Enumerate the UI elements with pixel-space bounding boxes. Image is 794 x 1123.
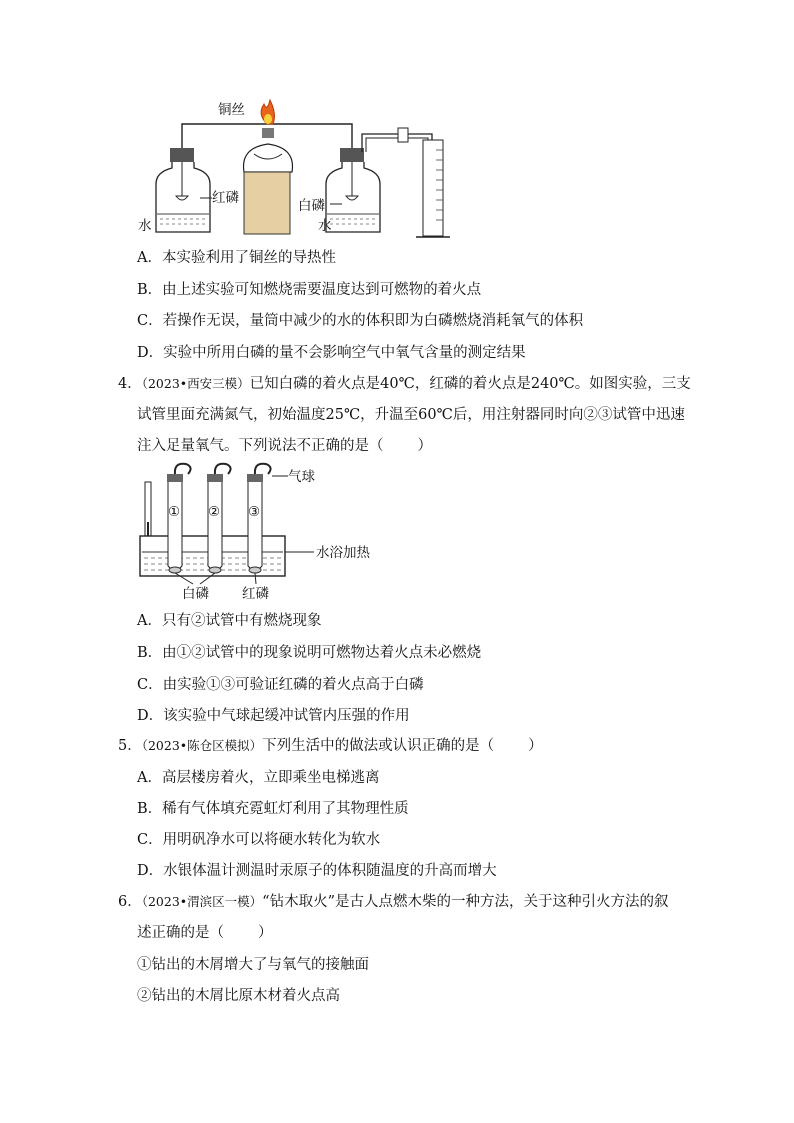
q4-option-d: D．该实验中气球起缓冲试管内压强的作用 (137, 708, 410, 724)
measuring-cylinder (423, 140, 443, 236)
tube-3-label: ③ (248, 504, 261, 520)
q4-stem-line1: 已知白磷的着火点是40℃，红磷的着火点是240℃。如图实验，三支 (249, 376, 691, 392)
q4-option-b: B．由①②试管中的现象说明可燃物达着火点未必燃烧 (137, 645, 482, 661)
left-water-label: 水 (138, 218, 152, 234)
tube-1-label: ① (168, 504, 181, 520)
q6-source: （2023•渭滨区一模） (141, 894, 263, 909)
white-phosphorus-label: 白磷 (298, 198, 325, 214)
red-phosphorus-label: 红磷 (212, 190, 239, 206)
red-phosphorus-label-2: 红磷 (242, 586, 269, 602)
q5-option-d: D．水银体温计测温时汞原子的体积随温度的升高而增大 (137, 863, 497, 879)
q4-stem (118, 374, 691, 394)
q4-stem-line3: 注入足量氧气。下列说法不正确的是（ ） (137, 438, 432, 454)
q4-source: （2023•西安三模） (141, 376, 250, 391)
q5-stem: 5．（2023•陈仓区模拟）下列生活中的做法或认识正确的是（ ） (118, 738, 543, 754)
q6-statement-2: ②钻出的木屑比原木材着火点高 (137, 988, 340, 1004)
copper-wire-label: 铜丝 (218, 102, 245, 118)
right-water-label: 水 (318, 218, 332, 234)
tube-2-label: ② (208, 504, 221, 520)
q6-stem-line2: 述正确的是（ ） (137, 925, 273, 941)
q4-option-a: A．只有②试管中有燃烧现象 (137, 613, 322, 629)
q4-stem-line2: 试管里面充满氮气，初始温度25℃，升温至60℃后，用注射器同时向②③试管中迅速 (137, 407, 685, 423)
q4-number: 4． (118, 376, 142, 392)
q6-statement-1: ①钻出的木屑增大了与氧气的接触面 (137, 957, 369, 973)
white-phosphorus-label-2: 白磷 (182, 586, 209, 602)
left-bottle (156, 148, 210, 232)
q5-option-a: A．高层楼房着火，立即乘坐电梯逃离 (137, 770, 380, 786)
q6-number: 6． (118, 894, 142, 910)
balloon-label: 气球 (288, 469, 315, 485)
experiment-figure-1 (130, 92, 470, 242)
q3-option-a: A．本实验利用了铜丝的导热性 (137, 250, 336, 266)
q6-stem (118, 892, 669, 912)
q5-source: （2023•陈仓区模拟） (141, 738, 263, 753)
q4-option-c: C．由实验①③可验证红磷的着火点高于白磷 (137, 677, 424, 693)
q5-option-c: C．用明矾净水可以将硬水转化为软水 (137, 832, 381, 848)
experiment-figure-2 (138, 462, 398, 602)
q5-option-b: B．稀有气体填充霓虹灯利用了其物理性质 (137, 801, 409, 817)
q5-stem-text: 下列生活中的做法或认识正确的是（ (262, 738, 495, 754)
q3-option-b: B．由上述实验可知燃烧需要温度达到可燃物的着火点 (137, 282, 482, 298)
q3-option-c: C．若操作无误，量筒中减少的水的体积即为白磷燃烧消耗氧气的体积 (137, 313, 584, 329)
q6-stem-line1: “钻木取火”是古人点燃木柴的一种方法，关于这种引火方法的叙 (262, 894, 669, 910)
right-bottle (326, 148, 380, 232)
q3-option-d: D．实验中所用白磷的量不会影响空气中氧气含量的测定结果 (137, 345, 526, 361)
alcohol-lamp (244, 100, 293, 234)
q5-number: 5． (118, 738, 142, 754)
water-bath-label: 水浴加热 (316, 545, 370, 561)
